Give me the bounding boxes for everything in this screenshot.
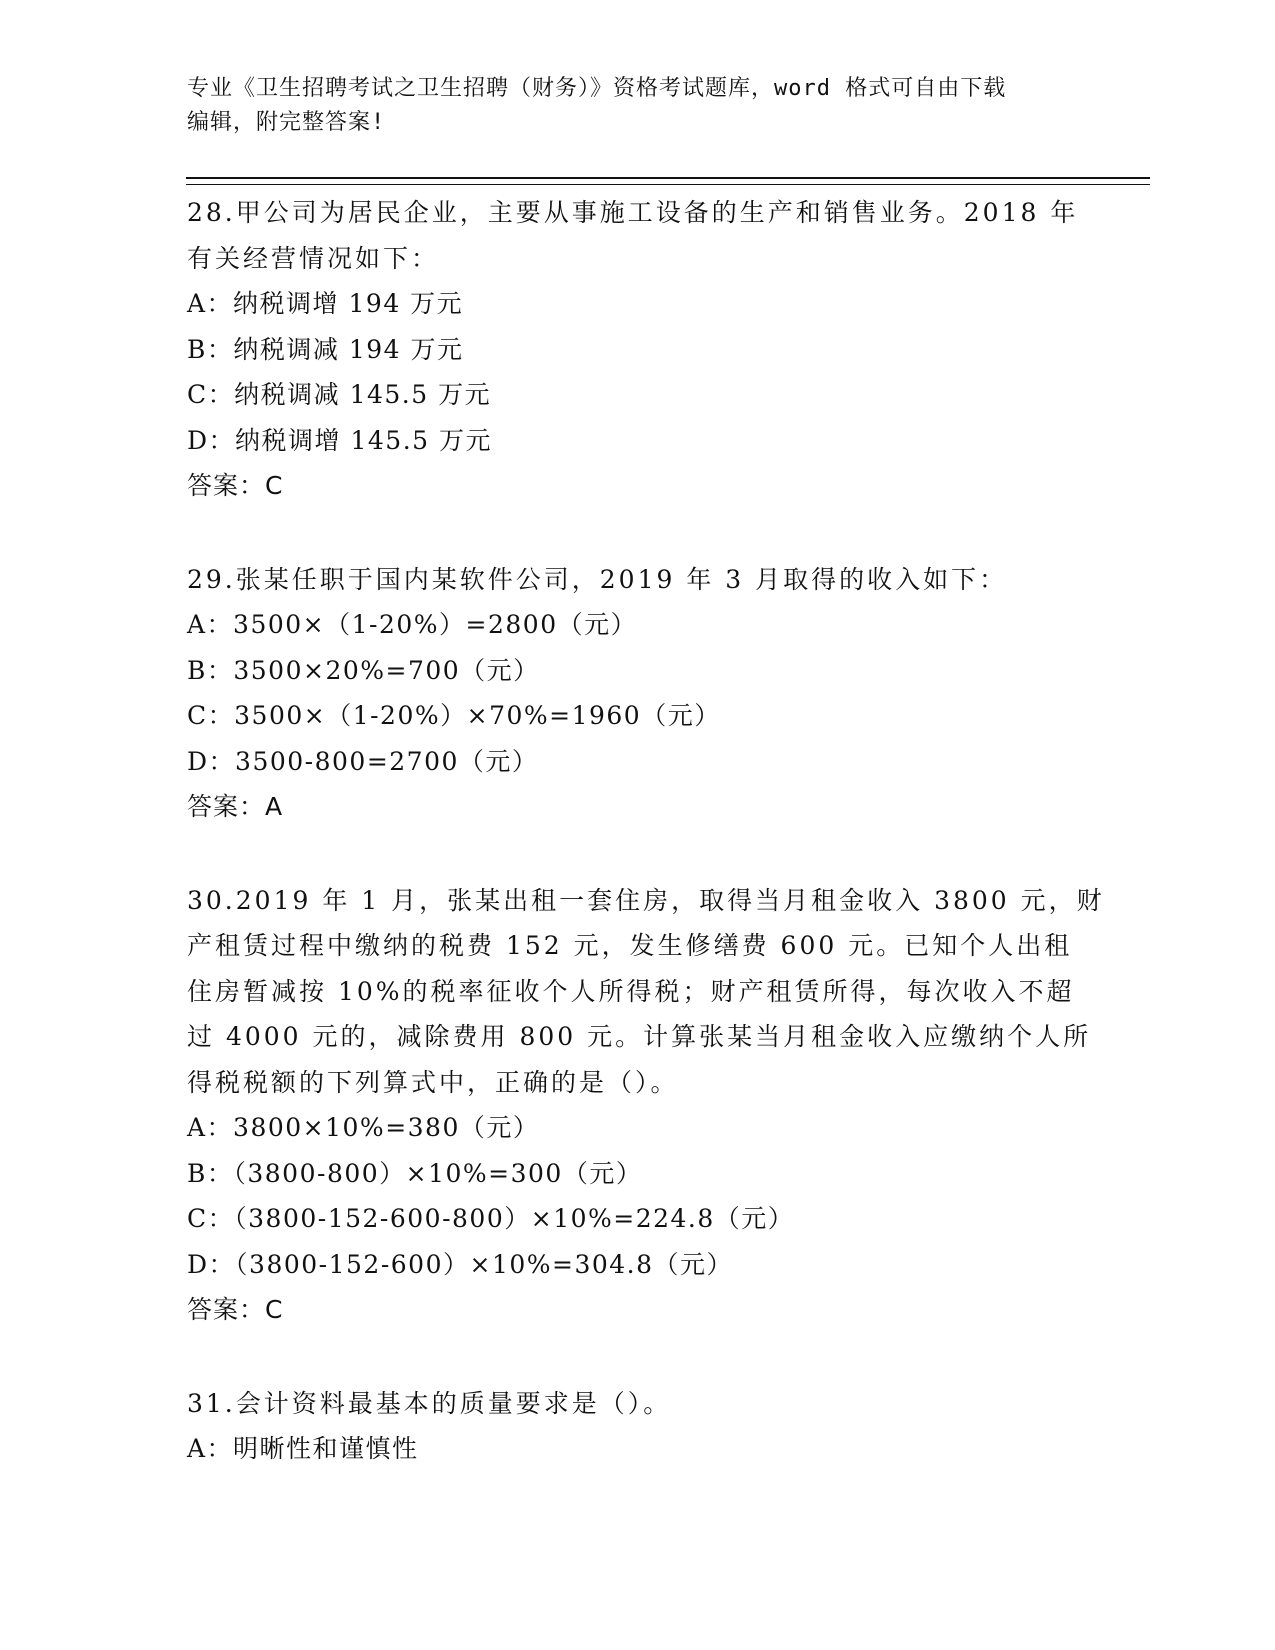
option-a: A：纳税调增 194 万元: [187, 289, 464, 318]
question-31: [187, 1381, 1087, 1472]
option-a: A：3800×10%=380（元）: [187, 1113, 540, 1142]
question-spacer: [187, 830, 1087, 878]
question-29: [187, 557, 1087, 830]
option-c: C：（3800-152-600-800）×10%=224.8（元）: [187, 1204, 795, 1233]
answer-label: 答案：A: [187, 792, 284, 821]
header-line-1: 专业《卫生招聘考试之卫生招聘（财务）》资格考试题库，word 格式可自由下载: [187, 76, 1007, 101]
document-header: [187, 72, 1087, 140]
question-text-line: 有关经营情况如下：: [187, 243, 440, 273]
option-b: B：（3800-800）×10%=300（元）: [187, 1158, 643, 1188]
option-b: B：纳税调减 194 万元: [187, 334, 464, 364]
header-line-2: 编辑，附完整答案!: [187, 110, 386, 135]
option-a: A：明晰性和谨慎性: [187, 1434, 419, 1463]
question-30: [187, 878, 1105, 1333]
answer-label: 答案：C: [187, 1295, 284, 1324]
question-spacer: [187, 509, 1087, 557]
question-text-line: 30.2019 年 1 月，张某出租一套住房，取得当月租金收入 3800 元，财: [187, 885, 1105, 915]
answer-label: 答案：C: [187, 471, 284, 500]
option-a: A：3500×（1-20%）=2800（元）: [187, 610, 638, 639]
option-c: C：3500×（1-20%）×70%=1960（元）: [187, 701, 721, 730]
question-text-line: 产租赁过程中缴纳的税费 152 元，发生修缮费 600 元。已知个人出租: [187, 931, 1073, 960]
option-c: C：纳税调减 145.5 万元: [187, 380, 492, 409]
option-d: D：纳税调增 145.5 万元: [187, 425, 493, 455]
question-28: [187, 190, 1087, 509]
question-text-line: 28.甲公司为居民企业，主要从事施工设备的生产和销售业务。2018 年: [187, 198, 1079, 227]
option-d: D：3500-800=2700（元）: [187, 746, 539, 776]
option-d: D：（3800-152-600）×10%=304.8（元）: [187, 1249, 734, 1279]
question-text-line: 得税税额的下列算式中，正确的是（）。: [187, 1067, 679, 1097]
question-spacer: [187, 1333, 1087, 1381]
question-text-line: 29.张某任职于国内某软件公司，2019 年 3 月取得的收入如下：: [187, 564, 1008, 594]
question-text-line: 过 4000 元的，减除费用 800 元。计算张某当月租金收入应缴纳个人所: [187, 1022, 1092, 1051]
header-divider-thick: [186, 177, 1150, 179]
question-list: [187, 190, 1105, 1472]
header-divider-thin: [186, 184, 1150, 185]
option-b: B：3500×20%=700（元）: [187, 655, 540, 685]
question-text-line: 住房暂减按 10%的税率征收个人所得税；财产租赁所得，每次收入不超: [187, 976, 1075, 1006]
question-text-line: 31.会计资料最基本的质量要求是（）。: [187, 1388, 672, 1418]
